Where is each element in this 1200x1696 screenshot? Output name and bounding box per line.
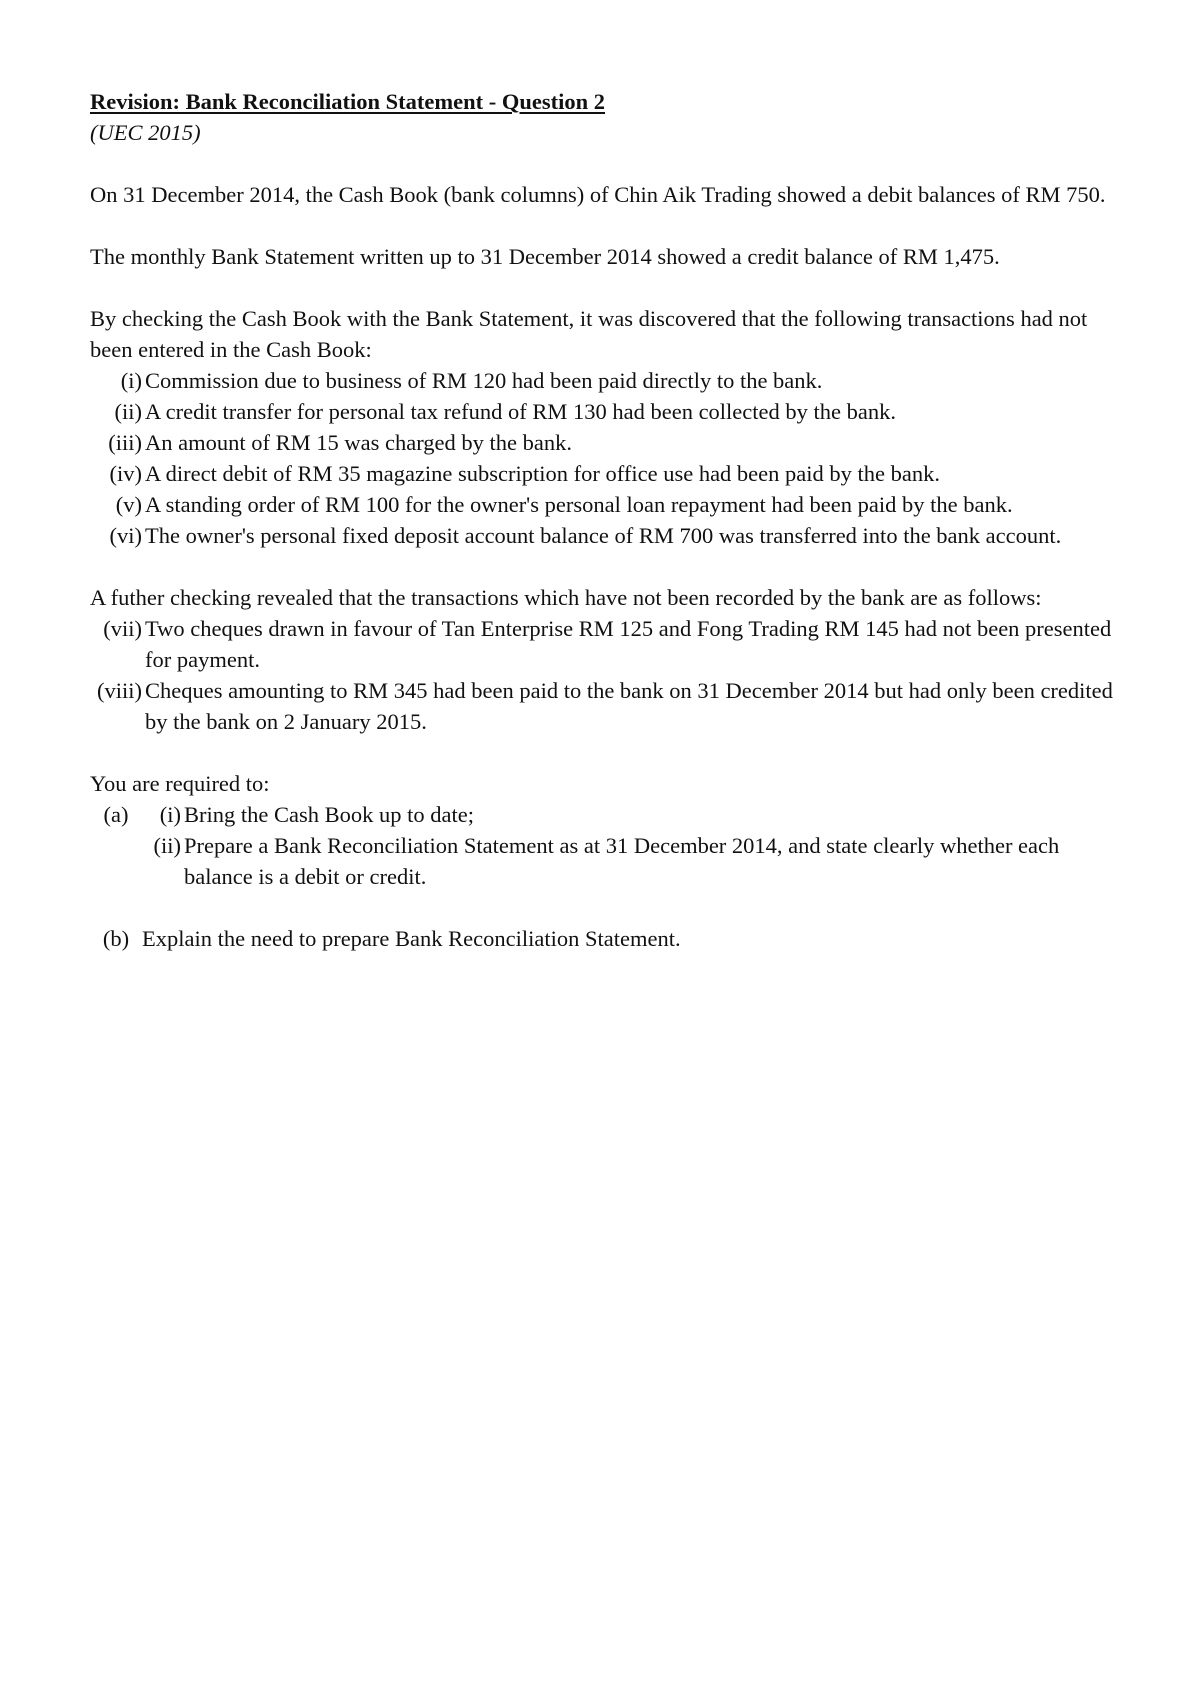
requirement-a [90, 799, 1120, 892]
document-page [90, 86, 1120, 954]
item-number: (ii) [114, 399, 142, 424]
spacer [90, 737, 1120, 768]
item-text: The owner's personal fixed deposit account balance of RM 700 was transferred into the bank account. [145, 523, 1062, 548]
document-subtitle: (UEC 2015) [90, 120, 201, 145]
list-item [90, 520, 1120, 551]
spacer [90, 148, 1120, 179]
item-text: A standing order of RM 100 for the owner's personal loan repayment had been paid by the bank. [145, 492, 1013, 517]
item-text: An amount of RM 15 was charged by the bank. [145, 430, 573, 455]
requirement-label: (b) [102, 926, 130, 951]
paragraph-requirements-intro: You are required to: [90, 771, 270, 796]
spacer [90, 272, 1120, 303]
item-number: (iv) [109, 461, 142, 486]
item-text: A direct debit of RM 35 magazine subscription for office use had been paid by the bank. [145, 461, 940, 486]
item-number: (i) [120, 368, 142, 393]
item-number: (iii) [108, 430, 142, 455]
list-item [90, 365, 1120, 396]
item-text: Cheques amounting to RM 345 had been paid to the bank on 31 December 2014 but had only been credited by the bank on 2 January 2015. [145, 678, 1113, 734]
item-text: Commission due to business of RM 120 had been paid directly to the bank. [145, 368, 823, 393]
paragraph-bank-check: A futher checking revealed that the transactions which have not been recorded by the bank are as follows: [90, 585, 1042, 610]
item-text: A credit transfer for personal tax refund of RM 130 had been collected by the bank. [145, 399, 896, 424]
item-text: Two cheques drawn in favour of Tan Enterprise RM 125 and Fong Trading RM 145 had not been presented for payment. [145, 616, 1112, 672]
item-text: Prepare a Bank Reconciliation Statement as at 31 December 2014, and state clearly whether each balance is a debit or credit. [184, 833, 1060, 889]
spacer [90, 551, 1120, 582]
document-title: Revision: Bank Reconciliation Statement - Question 2 [90, 89, 605, 114]
requirement-b [90, 923, 1120, 954]
paragraph-cash-book-check: By checking the Cash Book with the Bank Statement, it was discovered that the following transactions had not been entered in the Cash Book: [90, 306, 1088, 362]
paragraph-bank-statement-balance: The monthly Bank Statement written up to 31 December 2014 showed a credit balance of RM 1,475. [90, 244, 1000, 269]
bank-items-list [90, 613, 1120, 737]
requirement-a-subitems [142, 799, 1120, 892]
paragraph-cash-book-balance: On 31 December 2014, the Cash Book (bank columns) of Chin Aik Trading showed a debit balances of RM 750. [90, 182, 1106, 207]
list-item [90, 489, 1120, 520]
cash-book-items-list [90, 365, 1120, 551]
list-item [142, 799, 1120, 830]
item-number: (v) [115, 492, 142, 517]
list-item [90, 458, 1120, 489]
list-item [90, 396, 1120, 427]
list-item [90, 675, 1120, 737]
item-number: (viii) [97, 678, 142, 703]
list-item [90, 613, 1120, 675]
item-number: (i) [159, 802, 181, 827]
item-number: (vi) [109, 523, 142, 548]
spacer [90, 210, 1120, 241]
requirement-label: (a) [103, 802, 129, 827]
item-number: (vii) [103, 616, 142, 641]
spacer [90, 892, 1120, 923]
list-item [142, 830, 1120, 892]
item-number: (ii) [153, 833, 181, 858]
item-text: Bring the Cash Book up to date; [184, 802, 474, 827]
requirement-text: Explain the need to prepare Bank Reconciliation Statement. [142, 926, 681, 951]
list-item [90, 427, 1120, 458]
